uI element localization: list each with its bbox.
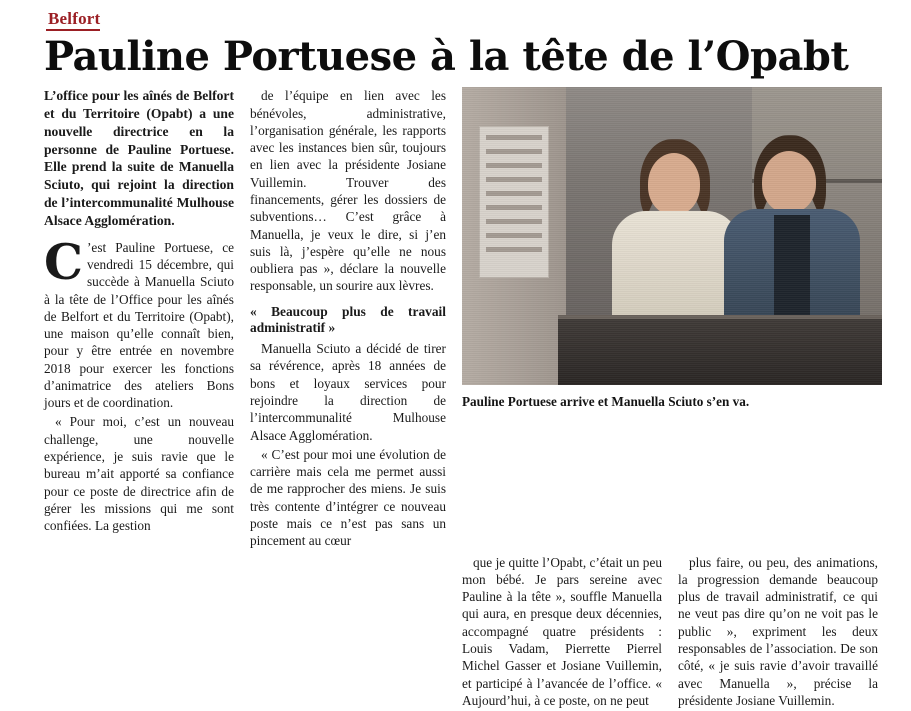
bottom-spacer-left bbox=[44, 554, 234, 711]
section-kicker: Belfort bbox=[46, 10, 100, 31]
body-paragraph: plus faire, ou peu, des animations, la progression demande beaucoup plus de travail administratif, ce qui ne veut pas dire qu’on ne voit pas le public », expriment les deux responsables de l’association. De son côté, « je suis ravie d’avoir travaillé avec Manuella », précise la présidente Josiane Vuillemin. bbox=[678, 554, 878, 708]
top-content-area bbox=[14, 87, 897, 551]
body-paragraph: de l’équipe en lien avec les bénévoles, administrative, l’organisation générale, les rapports avec les instances bien sûr, toujours en lien avec la présidente Josiane Vuillemin. Trouver des financements, gérer les dossiers de subventions… C’est grâce à Manuella, je veux le dire, si j’en suis là, j’espère qu’elle ne nous oubliera pas », déclare la nouvelle responsable, un sourire aux lèvres. bbox=[250, 88, 446, 294]
body-paragraph: « C’est pour moi une évolution de carrière mais cela me permet aussi de me rapprocher des miens. Je suis très contente d’intégrer ce nouveau poste mais ce n’est pas sans un pincement au cœur bbox=[250, 446, 446, 549]
drop-cap: C bbox=[44, 232, 83, 291]
photo-caption: Pauline Portuese arrive et Manuella Sciuto s’en va. bbox=[462, 394, 750, 410]
photo-table bbox=[558, 319, 882, 385]
column-four bbox=[678, 554, 878, 711]
body-paragraph bbox=[44, 232, 234, 412]
column-three bbox=[462, 554, 662, 711]
bottom-content-area bbox=[14, 554, 897, 711]
body-paragraph: que je quitte l’Opabt, c’était un peu mon bébé. Je pars sereine avec Pauline à la tête », souffle Manuella qui aura, en presque deux décennies, accompagné quatre présidents : Louis Vadam, Pierrette Pierrel Michel Gasser et Josiane Vuillemin, et participé à l’avancée de l’office. « Aujourd’hui, à ce poste, on ne peut bbox=[462, 554, 662, 708]
photo-person-two-head bbox=[762, 151, 816, 213]
column-one bbox=[44, 87, 234, 551]
body-paragraph: Manuella Sciuto a décidé de tirer sa révérence, après 18 années de bons et loyaux services pour rejoindre la direction de l’intercommunalité Mulhouse Alsace Agglomération. bbox=[250, 341, 446, 443]
article-photo bbox=[462, 87, 882, 385]
column-two bbox=[250, 87, 446, 551]
body-paragraph: « Pour moi, c’est un nouveau challenge, une nouvelle expérience, je suis ravie que le bureau m’ait apporté sa confiance pour ce poste de directrice afin de gérer les missions qui me sont confiées. La gestion bbox=[44, 414, 234, 534]
standfirst: L’office pour les aînés de Belfort et du Territoire (Opabt) a une nouvelle directrice en la personne de Pauline Portuese. Elle prend la suite de Manuella Sciuto, qui rejoint la direction de l’intercommunalité Mulhouse Alsace Agglomération. bbox=[44, 88, 234, 228]
bottom-spacer-mid bbox=[250, 554, 446, 711]
photo-poster bbox=[480, 127, 548, 277]
page-title: Pauline Portuese à la tête de l’Opabt bbox=[44, 32, 849, 80]
subheading: « Beaucoup plus de travail administratif » bbox=[250, 303, 446, 336]
body-paragraph-text: ’est Pauline Portuese, ce vendredi 15 décembre, qui succède à Manuella Sciuto à la tête de l’Office pour les aînés de Belfort et du Territoire (Opabt), une maison qu’elle connaît bien, pour y être entrée en novembre 2018 pour exercer les fonctions d’animatrice des ateliers Bons jours et de coordination. bbox=[44, 239, 234, 411]
article-photo-wrapper bbox=[462, 87, 882, 551]
photo-person-one-head bbox=[648, 153, 700, 215]
